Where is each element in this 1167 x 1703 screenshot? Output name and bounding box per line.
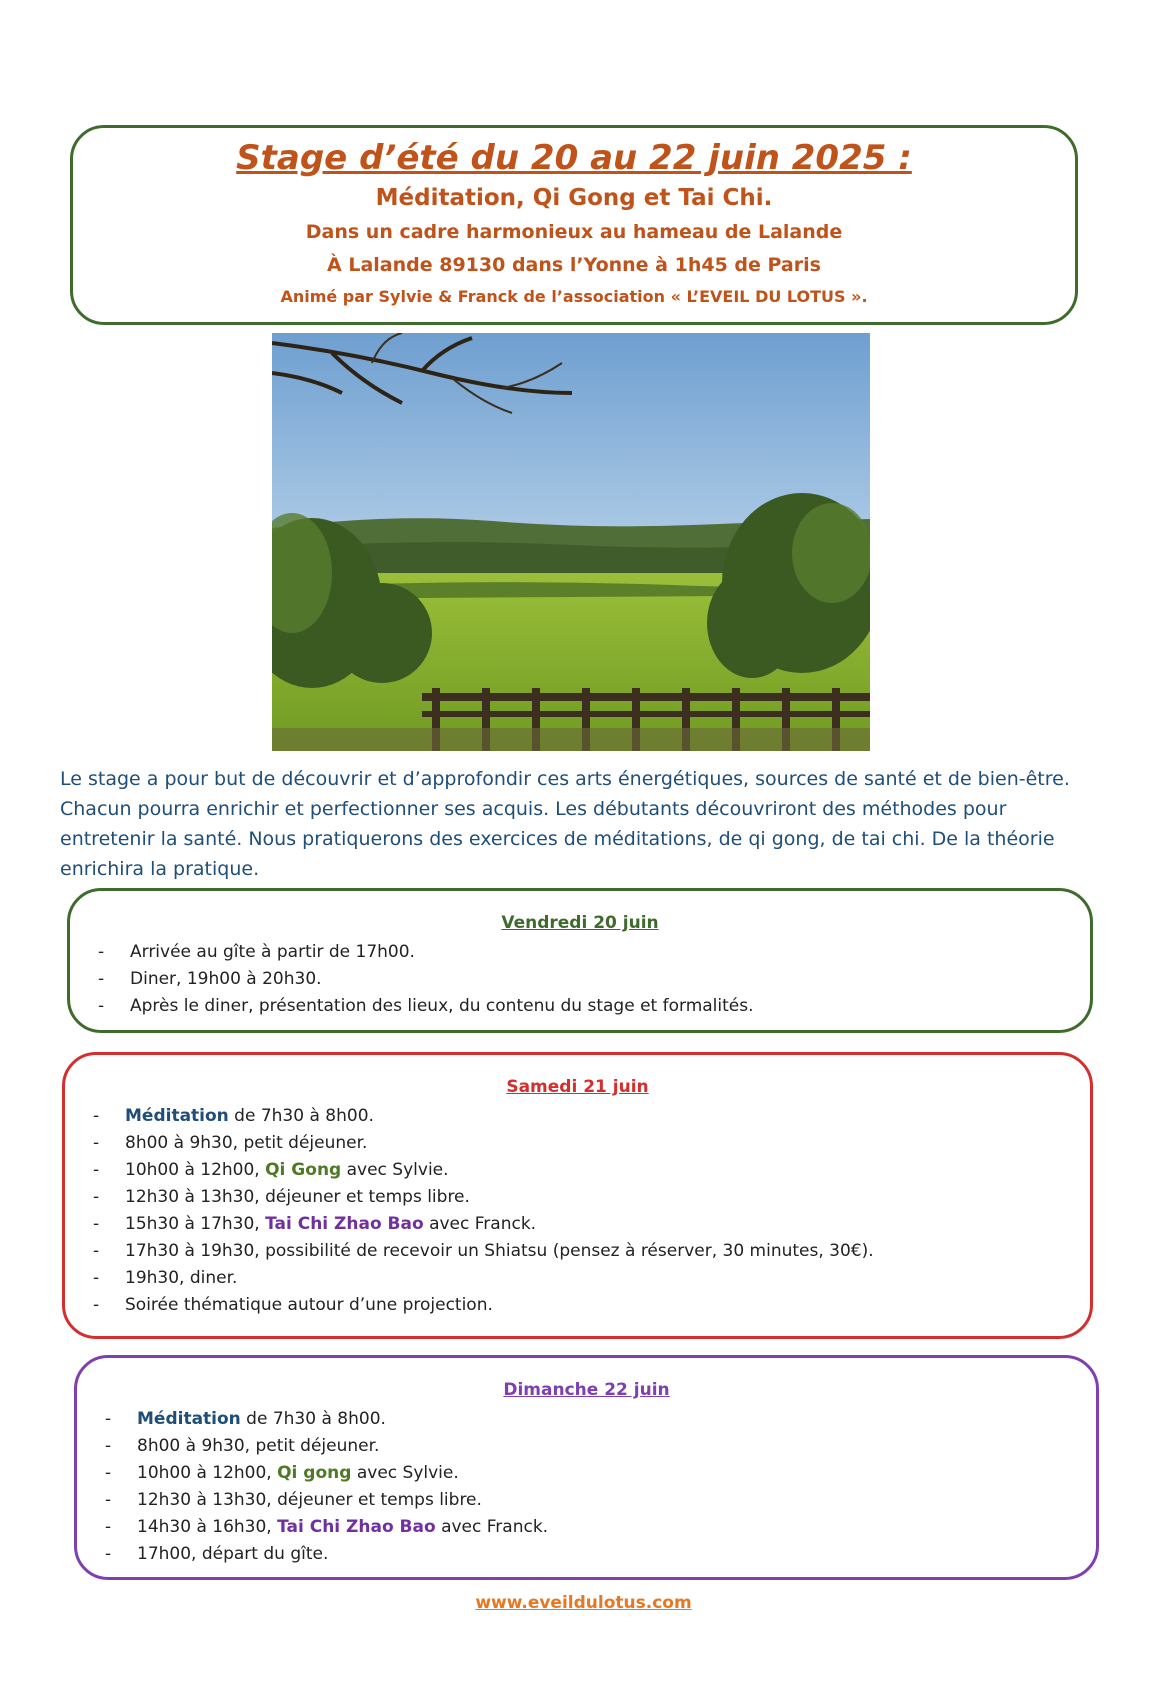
organizer-line: Animé par Sylvie & Franck de l’association « L’EVEIL DU LOTUS ». xyxy=(280,287,868,306)
list-item: - 17h00, départ du gîte. xyxy=(77,1541,1096,1568)
item-text: de 7h30 à 8h00. xyxy=(240,1409,386,1429)
item-text: 14h30 à 16h30, xyxy=(137,1517,278,1537)
item-text: 15h30 à 17h30, xyxy=(125,1214,266,1234)
location-line: Dans un cadre harmonieux au hameau de Lalande xyxy=(305,221,843,243)
saturday-title: Samedi 21 juin xyxy=(506,1077,649,1097)
header-box xyxy=(70,125,1078,325)
taichi-keyword: Tai Chi Zhao Bao xyxy=(277,1517,436,1537)
item-text: avec Sylvie. xyxy=(351,1463,459,1483)
friday-list xyxy=(70,939,1090,1020)
sunday-title: Dimanche 22 juin xyxy=(503,1380,670,1400)
list-item xyxy=(65,1211,1090,1238)
item-text: 10h00 à 12h00, xyxy=(125,1160,266,1180)
qigong-keyword: Qi gong xyxy=(277,1463,352,1483)
landscape-photo xyxy=(272,333,870,751)
list-item: - 19h30, diner. xyxy=(65,1265,1090,1292)
sunday-list xyxy=(77,1406,1096,1568)
taichi-keyword: Tai Chi Zhao Bao xyxy=(265,1214,424,1234)
page-title: Stage d’été du 20 au 22 juin 2025 : xyxy=(236,138,912,178)
meditation-keyword: Méditation xyxy=(125,1106,229,1126)
list-item: - 8h00 à 9h30, petit déjeuner. xyxy=(65,1130,1090,1157)
address-line: À Lalande 89130 dans l’Yonne à 1h45 de Paris xyxy=(327,254,821,276)
qigong-keyword: Qi Gong xyxy=(265,1160,342,1180)
list-item: - 12h30 à 13h30, déjeuner et temps libre. xyxy=(65,1184,1090,1211)
list-item: - Après le diner, présentation des lieux, du contenu du stage et formalités. xyxy=(70,993,1090,1020)
list-item xyxy=(77,1460,1096,1487)
page-subtitle: Méditation, Qi Gong et Tai Chi. xyxy=(375,185,773,211)
list-item: - 12h30 à 13h30, déjeuner et temps libre. xyxy=(77,1487,1096,1514)
list-item xyxy=(65,1157,1090,1184)
list-item xyxy=(65,1103,1090,1130)
item-text: 10h00 à 12h00, xyxy=(137,1463,278,1483)
list-item xyxy=(77,1406,1096,1433)
list-item: - 17h30 à 19h30, possibilité de recevoir un Shiatsu (pensez à réserver, 30 minutes, 30€). xyxy=(65,1238,1090,1265)
sunday-box xyxy=(74,1355,1099,1580)
list-item: - Diner, 19h00 à 20h30. xyxy=(70,966,1090,993)
list-item xyxy=(77,1514,1096,1541)
saturday-box xyxy=(62,1052,1093,1339)
saturday-list xyxy=(65,1103,1090,1319)
item-text: de 7h30 à 8h00. xyxy=(228,1106,374,1126)
item-text: avec Franck. xyxy=(435,1517,549,1537)
website-link[interactable]: www.eveildulotus.com xyxy=(475,1593,692,1613)
item-text: avec Franck. xyxy=(423,1214,537,1234)
friday-title: Vendredi 20 juin xyxy=(501,913,659,933)
meditation-keyword: Méditation xyxy=(137,1409,241,1429)
friday-box xyxy=(67,888,1093,1033)
list-item: - Soirée thématique autour d’une projection. xyxy=(65,1292,1090,1319)
list-item: - Arrivée au gîte à partir de 17h00. xyxy=(70,939,1090,966)
item-text: avec Sylvie. xyxy=(341,1160,449,1180)
intro-paragraph: Le stage a pour but de découvrir et d’approfondir ces arts énergétiques, sources de santé et de bien-être. Chacun pourra enrichir et perfectionner ses acquis. Les débutants découvriront des méthodes pour entretenir la santé. Nous pratiquerons des exercices de méditations, de qi gong, de tai chi. De la théorie enrichira la pratique. xyxy=(60,768,1070,880)
list-item: - 8h00 à 9h30, petit déjeuner. xyxy=(77,1433,1096,1460)
